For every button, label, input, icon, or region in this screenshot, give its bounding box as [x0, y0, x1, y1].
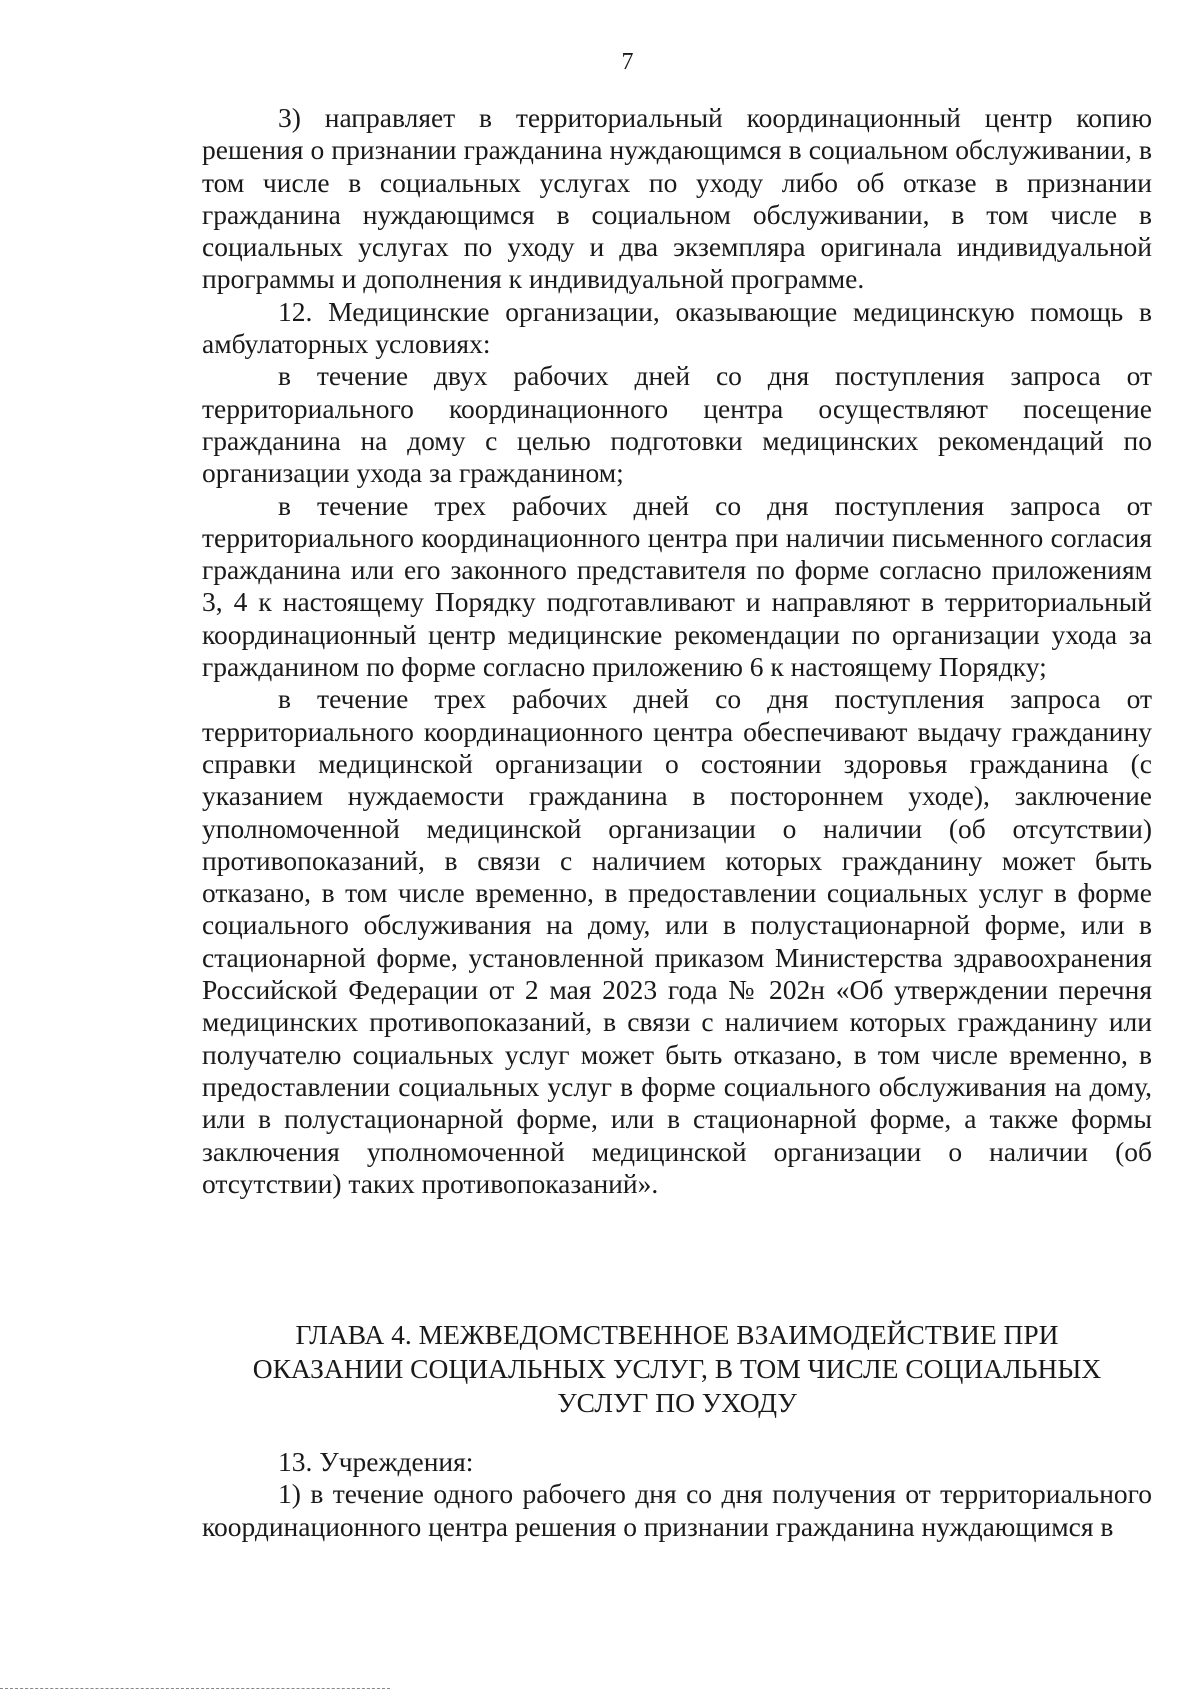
paragraph-13-institutions: 13. Учреждения: [278, 1446, 474, 1477]
paragraph-12-medical-organizations: 12. Медицинские организации, оказывающие медицинскую помощь в амбулаторных условиях: [202, 295, 1152, 360]
paragraph-item-3-sending-decision: 3) направляет в территориальный координационный центр копию решения о признании гражданина нуждающимся в социальном обслуживании, в том числе в социальных услугах по уходу либо об отказе в признании гражданина нуждающимся в социальном обслуживании, в том числе в социальных услугах по уходу и два экземпляра оригинала индивидуальной программы и дополнения к индивидуальной программе. [202, 102, 1152, 295]
chapter-heading [202, 1318, 1152, 1420]
paragraph-two-days-visit: в течение двух рабочих дней со дня поступления запроса от территориального координационного центра осуществляют посещение гражданина на дому с целью подготовки медицинских рекомендаций по организации ухода за гражданином; [202, 360, 1152, 489]
paragraph-three-days-recommendations: в течение трех рабочих дней со дня поступления запроса от территориального координационного центра при наличии письменного согласия гражданина или его законного представителя по форме согласно приложениям 3, 4 к настоящему Порядку подготавливают и направляют в территориальный координационный центр медицинские рекомендации по организации ухода за гражданином по форме согласно приложению 6 к настоящему Порядку; [202, 489, 1152, 683]
chapter-heading-line-2: ОКАЗАНИИ СОЦИАЛЬНЫХ УСЛУГ, В ТОМ ЧИСЛЕ СОЦИАЛЬНЫХ [252, 1353, 1102, 1384]
paragraph-three-days-certificate: в течение трех рабочих дней со дня поступления запроса от территориального координационного центра обеспечивают выдачу гражданину справки медицинской организации о состоянии здоровья гражданина (с указанием нуждаемости гражданина в постороннем уходе), заключение уполномоченной медицинской организации о наличии (об отсутствии) противопоказаний, в связи с наличием которых гражданину может быть отказано, в том числе временно, в предоставлении социальных услуг в форме социального обслуживания на дому, или в полустационарной форме, или в стационарной форме, установленной приказом Министерства здравоохранения Российской Федерации от 2 мая 2023 года № 202н «Об утверждении перечня медицинских противопоказаний, в связи с наличием которых гражданину или получателю социальных услуг может быть отказано, в том числе временно, в предоставлении социальных услуг в форме социального обслуживания на дому, или в полустационарной форме, или в стационарной форме, а также формы заключения уполномоченной медицинской организации о наличии (об отсутствии) таких противопоказаний». [202, 683, 1152, 1199]
chapter-heading-line-1: ГЛАВА 4. МЕЖВЕДОМСТВЕННОЕ ВЗАИМОДЕЙСТВИЕ ПРИ [295, 1319, 1059, 1350]
paragraph-13-item-1: 1) в течение одного рабочего дня со дня получения от территориального координационного центра решения о признании гражданина нуждающимся в [202, 1478, 1152, 1542]
page-number: 7 [621, 49, 634, 75]
tail-text [202, 1446, 1152, 1543]
scan-edge-line [0, 1688, 390, 1689]
body-text [202, 102, 1152, 1200]
chapter-heading-line-3: УСЛУГ ПО УХОДУ [557, 1387, 797, 1418]
